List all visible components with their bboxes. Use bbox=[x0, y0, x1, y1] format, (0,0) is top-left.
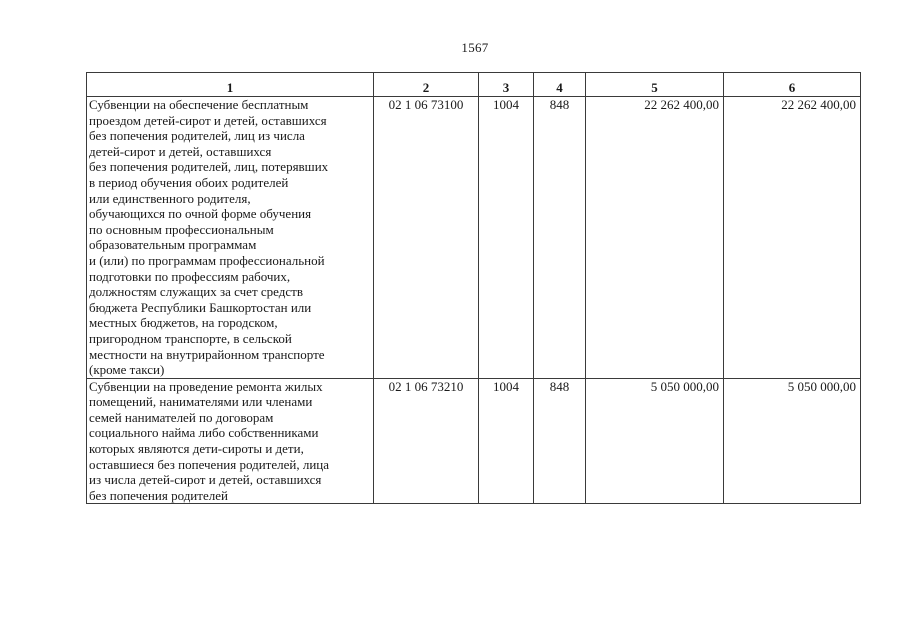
row-type-cell: 848 bbox=[534, 97, 586, 379]
name-line: обучающихся по очной форме обучения bbox=[89, 206, 312, 222]
name-line: и (или) по программам профессиональной bbox=[89, 252, 325, 268]
table-row bbox=[87, 97, 861, 379]
column-header-1: 1 bbox=[87, 73, 374, 97]
row-name-cell bbox=[87, 378, 374, 504]
row-name-cell bbox=[87, 97, 374, 379]
table-row bbox=[87, 378, 861, 504]
header-row bbox=[87, 73, 861, 97]
table-header bbox=[87, 73, 861, 97]
column-header-2: 2 bbox=[374, 73, 479, 97]
name-line: по основным профессиональным bbox=[89, 221, 274, 237]
row-amount1-cell: 5 050 000,00 bbox=[586, 378, 724, 504]
column-header-3: 3 bbox=[479, 73, 534, 97]
row-amount2-cell: 5 050 000,00 bbox=[724, 378, 861, 504]
row-section-cell: 1004 bbox=[479, 378, 534, 504]
name-line: проездом детей-сирот и детей, оставшихся bbox=[89, 112, 327, 128]
name-line: из числа детей-сирот и детей, оставшихся bbox=[89, 472, 322, 488]
name-line: без попечения родителей, лиц из числа bbox=[89, 128, 305, 144]
budget-table bbox=[86, 72, 861, 504]
name-line: или единственного родителя, bbox=[89, 190, 251, 206]
name-line: бюджета Республики Башкортостан или bbox=[89, 299, 312, 315]
name-line: (кроме такси) bbox=[89, 362, 165, 378]
name-line: в период обучения обоих родителей bbox=[89, 174, 289, 190]
table-body bbox=[87, 97, 861, 504]
column-header-6: 6 bbox=[724, 73, 861, 97]
row-section-cell: 1004 bbox=[479, 97, 534, 379]
name-line: подготовки по профессиям рабочих, bbox=[89, 268, 291, 284]
name-line: без попечения родителей bbox=[89, 487, 228, 503]
row-type-cell: 848 bbox=[534, 378, 586, 504]
column-header-5: 5 bbox=[586, 73, 724, 97]
name-line: социального найма либо собственниками bbox=[89, 425, 319, 441]
name-line: пригородном транспорте, в сельской bbox=[89, 330, 292, 346]
name-line: местных бюджетов, на городском, bbox=[89, 315, 278, 331]
name-line: помещений, нанимателями или членами bbox=[89, 394, 313, 410]
name-line: которых являются дети-сироты и дети, bbox=[89, 441, 304, 457]
page-number: 1567 bbox=[461, 40, 489, 55]
name-line: местности на внутрирайонном транспорте bbox=[89, 346, 325, 362]
name-line: должностям служащих за счет средств bbox=[89, 284, 303, 300]
name-line: оставшиеся без попечения родителей, лица bbox=[89, 456, 330, 472]
row-code-cell: 02 1 06 73210 bbox=[374, 378, 479, 504]
name-line: образовательным программам bbox=[89, 237, 257, 253]
name-line: семей нанимателей по договорам bbox=[89, 409, 274, 425]
column-header-4: 4 bbox=[534, 73, 586, 97]
row-code-cell: 02 1 06 73100 bbox=[374, 97, 479, 379]
name-line: Субвенции на проведение ремонта жилых bbox=[89, 378, 323, 394]
name-line: без попечения родителей, лиц, потерявших bbox=[89, 159, 329, 175]
row-amount2-cell: 22 262 400,00 bbox=[724, 97, 861, 379]
name-line: Субвенции на обеспечение бесплатным bbox=[89, 97, 309, 112]
name-line: детей-сирот и детей, оставшихся bbox=[89, 143, 272, 159]
row-amount1-cell: 22 262 400,00 bbox=[586, 97, 724, 379]
